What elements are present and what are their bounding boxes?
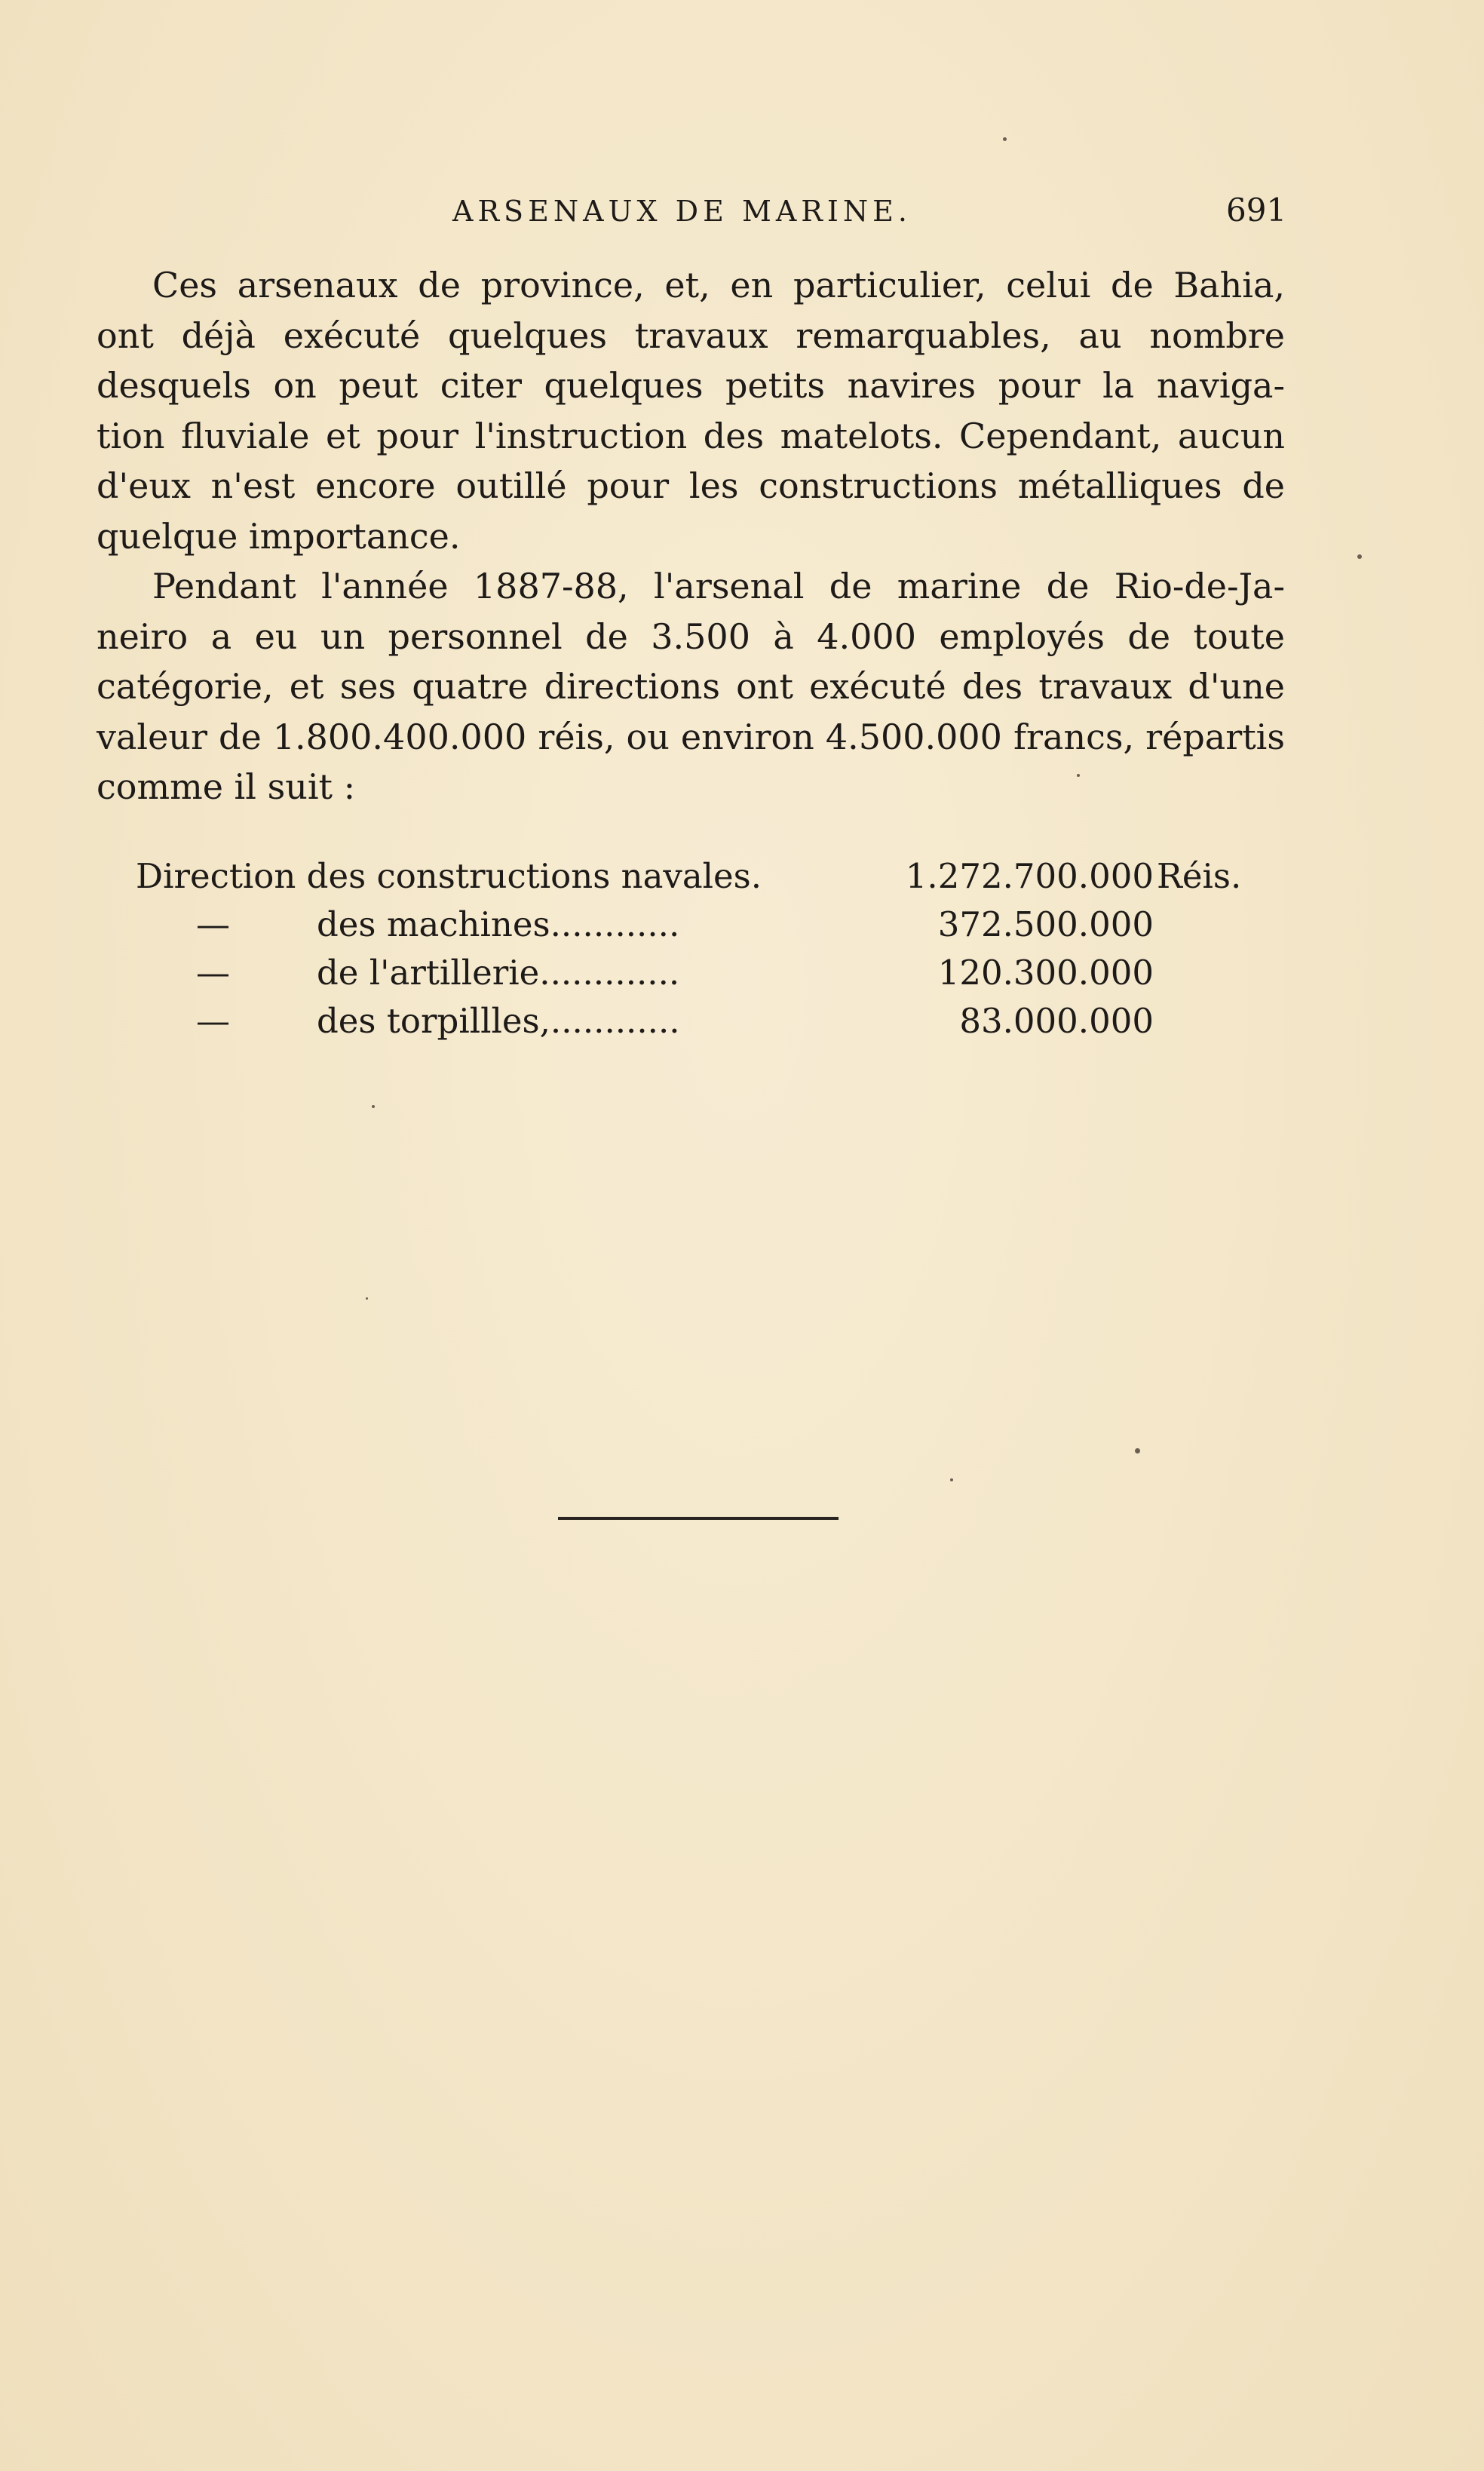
paper-speck [950, 1478, 953, 1481]
text-line: neiro a eu un personnel de 3.500 à 4.000 employés de toute [97, 615, 1285, 657]
table-row [136, 856, 1342, 904]
row-value [890, 856, 1342, 896]
value-number: 1.272.700.000 [905, 856, 1154, 896]
table-row [136, 1001, 1342, 1049]
paper-speck [1135, 1448, 1140, 1453]
text-line: valeur de 1.800.400.000 réis, ou environ 4.500.000 francs, répartis [97, 716, 1285, 757]
paper-speck [372, 1105, 375, 1108]
paper-speck [366, 1297, 368, 1300]
ditto-dash: — [196, 904, 230, 944]
value-unit: Réis. [1157, 856, 1242, 896]
ditto-dash: — [196, 953, 230, 993]
text-line: comme il suit : [97, 766, 356, 807]
text-line: desquels on peut citer quelques petits navires pour la naviga- [97, 365, 1285, 406]
table-row [136, 904, 1342, 953]
table-row [136, 953, 1342, 1001]
paper-speck [1003, 137, 1007, 141]
text-line: Pendant l'année 1887-88, l'arsenal de marine de Rio-de-Ja- [152, 566, 1285, 606]
row-value [890, 904, 1342, 944]
ditto-dash: — [196, 1001, 230, 1041]
row-value [890, 1001, 1342, 1041]
text-line: d'eux n'est encore outillé pour les constructions métalliques de [97, 465, 1285, 506]
row-value [890, 953, 1342, 993]
text-line: quelque importance. [97, 515, 461, 557]
row-label: des torpillles,............ [317, 1001, 680, 1041]
text-line: catégorie, et ses quatre directions ont exécuté des travaux d'une [97, 666, 1285, 707]
running-title: ARSENAUX DE MARINE. [452, 195, 912, 228]
paper-speck [1077, 774, 1080, 777]
text-line: Ces arsenaux de province, et, en particulier, celui de Bahia, [152, 265, 1285, 305]
value-number: 372.500.000 [937, 904, 1154, 944]
text-line: ont déjà exécuté quelques travaux remarquables, au nombre [97, 315, 1285, 356]
body-text [97, 260, 1285, 812]
row-label: de l'artillerie............. [317, 953, 680, 993]
row-lead: Direction des constructions navales. [136, 856, 762, 896]
paper-speck [1357, 554, 1362, 559]
value-number: 83.000.000 [959, 1001, 1154, 1041]
page-number: 691 [1226, 192, 1287, 229]
row-label: des machines............ [317, 904, 680, 944]
section-divider [558, 1517, 839, 1520]
text-line: tion fluviale et pour l'instruction des matelots. Cependant, aucun [97, 415, 1285, 456]
value-number: 120.300.000 [937, 953, 1154, 993]
expense-table [136, 856, 1342, 1049]
